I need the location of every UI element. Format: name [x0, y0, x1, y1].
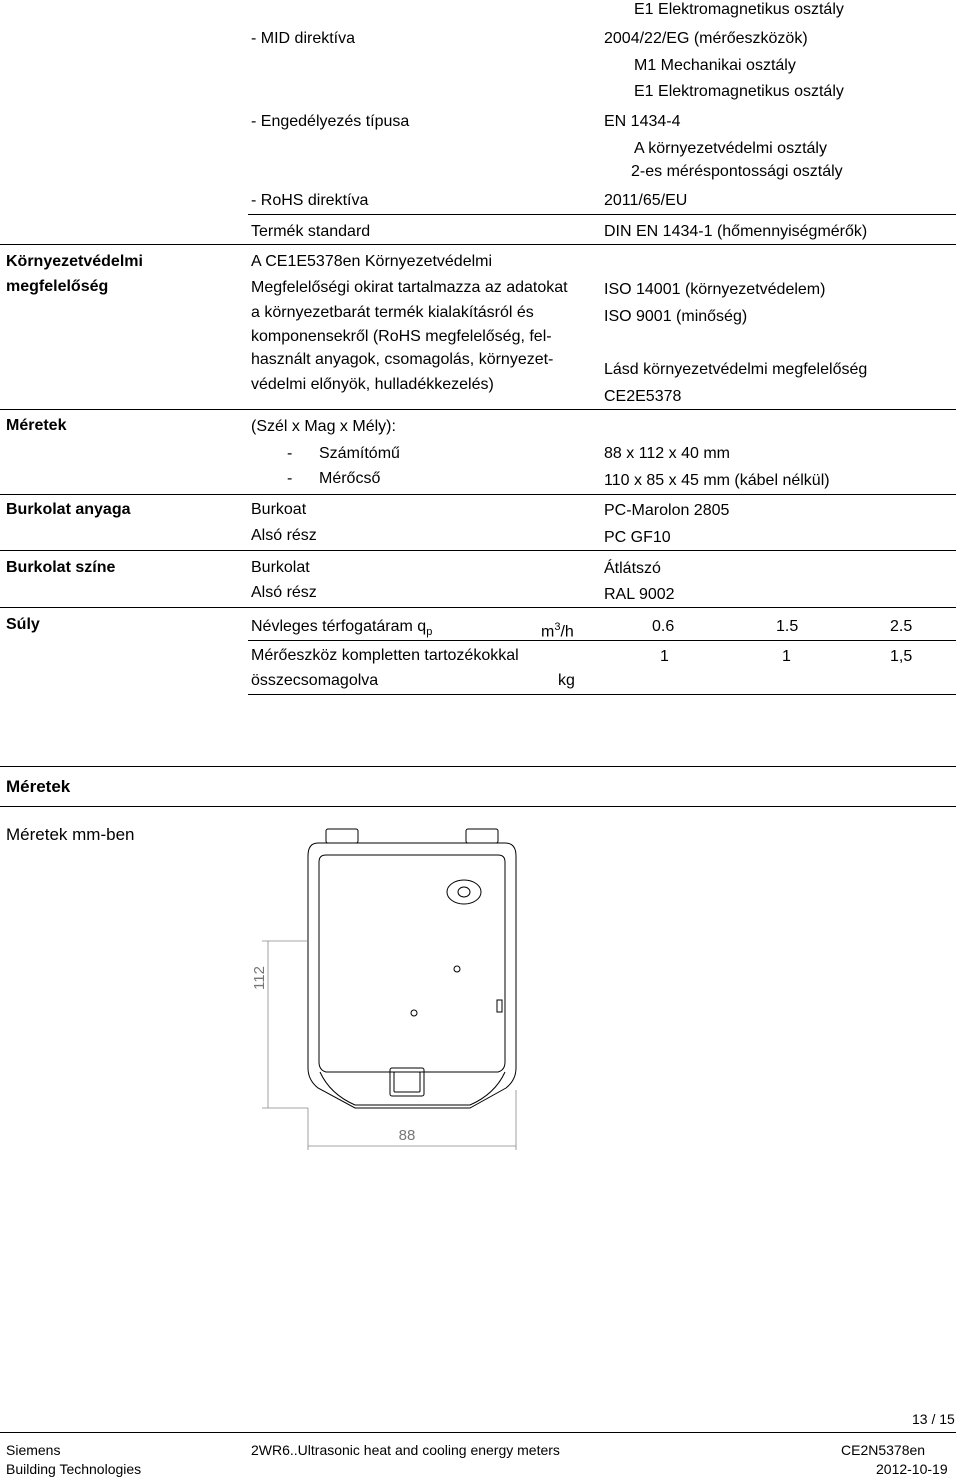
iso9001: ISO 9001 (minőség) [604, 308, 748, 325]
flow-q1: 0.6 [652, 618, 675, 635]
m1-class: M1 Mechanikai osztály [634, 57, 796, 74]
divider [0, 494, 956, 495]
rohs-label: - RoHS direktíva [251, 192, 369, 209]
material-heading: Burkolat anyaga [6, 501, 131, 518]
approval-label: - Engedélyezés típusa [251, 113, 410, 130]
standard-value: DIN EN 1434-1 (hőmennyiségmérők) [604, 223, 868, 240]
color-housing-value: Átlátszó [604, 560, 661, 577]
width-dimension-label: 88 [398, 1127, 416, 1144]
section-rule [0, 806, 956, 807]
env-heading-1: Környezetvédelmi [6, 253, 143, 270]
mid-value: 2004/22/EG (mérőeszközök) [604, 30, 808, 47]
weight-w2: 1 [782, 648, 791, 665]
weight-heading: Súly [6, 616, 40, 633]
footer-rule [0, 1432, 956, 1433]
color-heading: Burkolat színe [6, 559, 116, 576]
footer-date: 2012-10-19 [876, 1461, 948, 1477]
calculator-label: Számítómű [319, 445, 400, 462]
e1-class-top: E1 Elektromagnetikus osztály [634, 1, 844, 18]
flow-label: Névleges térfogatáram $q_p$ [251, 618, 433, 639]
material-housing-label: Burkoat [251, 501, 307, 518]
divider [248, 694, 956, 695]
material-bottom-value: PC GF10 [604, 529, 671, 546]
divider [0, 607, 956, 608]
pipe-label: Mérőcső [319, 470, 381, 487]
flow-q2: 1.5 [776, 618, 799, 635]
dash: - [287, 470, 293, 487]
env-line: komponensekről (RoHS megfelelőség, fel- [251, 328, 552, 345]
env-line: A CE1E5378en Környezetvédelmi [251, 253, 493, 270]
weight-w3: 1,5 [890, 648, 913, 665]
meter-dimension-drawing [240, 820, 540, 1150]
env-line: használt anyagok, csomagolás, környezet- [251, 351, 554, 368]
dims-heading: Méretek [6, 417, 67, 434]
env-doc-reference: CE2E5378 [604, 388, 682, 405]
color-bottom-value: RAL 9002 [604, 586, 675, 603]
e1-class-second: E1 Elektromagnetikus osztály [634, 83, 844, 100]
env-see-reference: Lásd környezetvédelmi megfelelőség [604, 361, 868, 378]
divider [248, 214, 956, 215]
rohs-value: 2011/65/EU [604, 192, 688, 209]
section-subtitle: Méretek mm-ben [6, 825, 135, 844]
page-number: 13 / 15 [912, 1411, 955, 1427]
divider [0, 550, 956, 551]
weight-w1: 1 [660, 648, 669, 665]
flow-unit: $m^3/h$ [541, 621, 574, 641]
weight-line-1: Mérőeszköz kompletten tartozékokkal [251, 647, 519, 664]
color-housing-label: Burkolat [251, 559, 310, 576]
divider [0, 244, 956, 245]
measure-class: 2-es méréspontossági osztály [631, 163, 843, 180]
footer-doc-id: CE2N5378en [841, 1442, 926, 1458]
env-heading-2: megfelelőség [6, 278, 109, 295]
divider [248, 640, 956, 641]
height-dimension-label: 112 [251, 966, 268, 990]
mid-label: - MID direktíva [251, 30, 356, 47]
color-bottom-label: Alsó rész [251, 584, 317, 601]
flow-q3: 2.5 [890, 618, 913, 635]
footer-company: Siemens [6, 1442, 61, 1458]
weight-line-2: összecsomagolva [251, 672, 379, 689]
calculator-value: 88 x 112 x 40 mm [604, 445, 730, 462]
weight-unit: kg [558, 672, 575, 689]
footer-product: 2WR6..Ultrasonic heat and cooling energy meters [251, 1442, 560, 1458]
env-line: védelmi előnyök, hulladékkezelés) [251, 376, 494, 393]
section-rule [0, 766, 956, 767]
env-class: A környezetvédelmi osztály [634, 140, 827, 157]
standard-label: Termék standard [251, 223, 371, 240]
section-title: Méretek [6, 777, 71, 796]
footer-division: Building Technologies [6, 1461, 142, 1477]
iso14001: ISO 14001 (környezetvédelem) [604, 281, 826, 298]
approval-value: EN 1434-4 [604, 113, 681, 130]
env-line: Megfelelőségi okirat tartalmazza az adatokat [251, 279, 568, 296]
material-housing-value: PC-Marolon 2805 [604, 502, 730, 519]
material-bottom-label: Alsó rész [251, 527, 317, 544]
dash: - [287, 445, 293, 462]
divider [0, 409, 956, 410]
env-line: a környezetbarát termék kialakításról és [251, 304, 534, 321]
dims-intro: (Szél x Mag x Mély): [251, 418, 396, 435]
pipe-value: 110 x 85 x 45 mm (kábel nélkül) [604, 472, 830, 489]
